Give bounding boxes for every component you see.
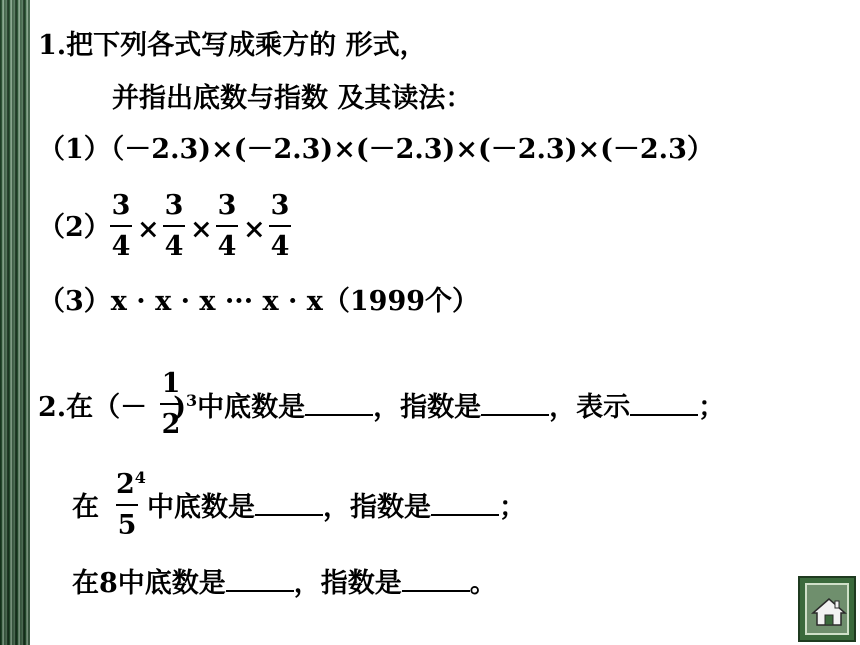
fraction-numerator (116, 468, 146, 500)
q2-line1-meaning-label: ，表示 (549, 392, 631, 423)
answer-blank[interactable] (630, 392, 698, 416)
fraction-denominator: 4 (111, 231, 131, 262)
answer-blank[interactable] (226, 568, 294, 592)
fraction-denominator: 5 (117, 510, 137, 541)
exponent: 3 (185, 391, 198, 410)
q2-line3-base-label: 在8中底数是 (72, 568, 226, 599)
q2-line3 (72, 568, 497, 597)
q2-line2-exp-label: ，指数是 (323, 492, 431, 523)
home-icon (805, 583, 849, 635)
q1-title: 1.把下列各式写成乘方的 形式， (38, 30, 427, 61)
fraction-numerator: 3 (164, 190, 184, 221)
q2-line2-base-label: 中底数是 (147, 492, 255, 523)
q1-fraction-2 (163, 190, 185, 262)
q1-item3-label: （3） (38, 286, 111, 317)
q2-fraction-two-fifths (116, 468, 146, 541)
q1-fraction-4 (269, 190, 291, 262)
q2-line1 (38, 392, 725, 421)
fraction-numerator: 3 (111, 190, 131, 221)
home-button[interactable] (798, 576, 856, 642)
semicolon: ； (698, 392, 726, 423)
period: 。 (469, 568, 497, 599)
q1-subtitle: 并指出底数与指数 及其读法： (112, 83, 473, 114)
q1-item1-label: （1） (38, 134, 111, 165)
exponent: 4 (134, 468, 146, 487)
decorative-side-bar (0, 0, 30, 645)
numerator-base: 2 (116, 469, 135, 500)
times-sign: × (190, 214, 213, 245)
fraction-denominator: 4 (164, 231, 184, 262)
q2-line1-base-label: 中底数是 (197, 392, 306, 423)
fraction-numerator: 1 (161, 368, 181, 399)
q1-fraction-3 (216, 190, 238, 262)
q1-fraction-1 (110, 190, 132, 262)
q2-line1-exp-label: ，指数是 (373, 392, 482, 423)
q1-item3 (38, 288, 479, 315)
times-sign: × (137, 214, 160, 245)
q2-line1-prefix: 2.在（－ (38, 392, 148, 423)
answer-blank[interactable] (305, 392, 373, 416)
fraction-numerator: 3 (217, 190, 237, 221)
fraction-denominator: 4 (270, 231, 290, 262)
times-sign: × (243, 214, 266, 245)
q1-item3-expr: x · x · x ··· x · x（1999个） (110, 286, 480, 317)
q1-item2-label: （2） (38, 212, 111, 243)
answer-blank[interactable] (255, 492, 323, 516)
close-paren: ) (173, 392, 186, 423)
answer-blank[interactable] (431, 492, 499, 516)
fraction-denominator: 4 (217, 231, 237, 262)
semicolon: ； (499, 492, 526, 523)
q1-item1 (38, 136, 714, 163)
q2-line2-prefix: 在 (72, 492, 99, 523)
q2-line2 (72, 492, 526, 521)
answer-blank[interactable] (481, 392, 549, 416)
fraction-numerator: 3 (270, 190, 290, 221)
q2-line3-exp-label: ，指数是 (293, 568, 402, 599)
fraction-denominator: 2 (161, 409, 181, 440)
answer-blank[interactable] (402, 568, 470, 592)
q2-fraction-half (160, 368, 182, 440)
q1-item1-expr: （－2.3)×(－2.3)×(－2.3)×(－2.3)×(－2.3） (110, 134, 714, 165)
